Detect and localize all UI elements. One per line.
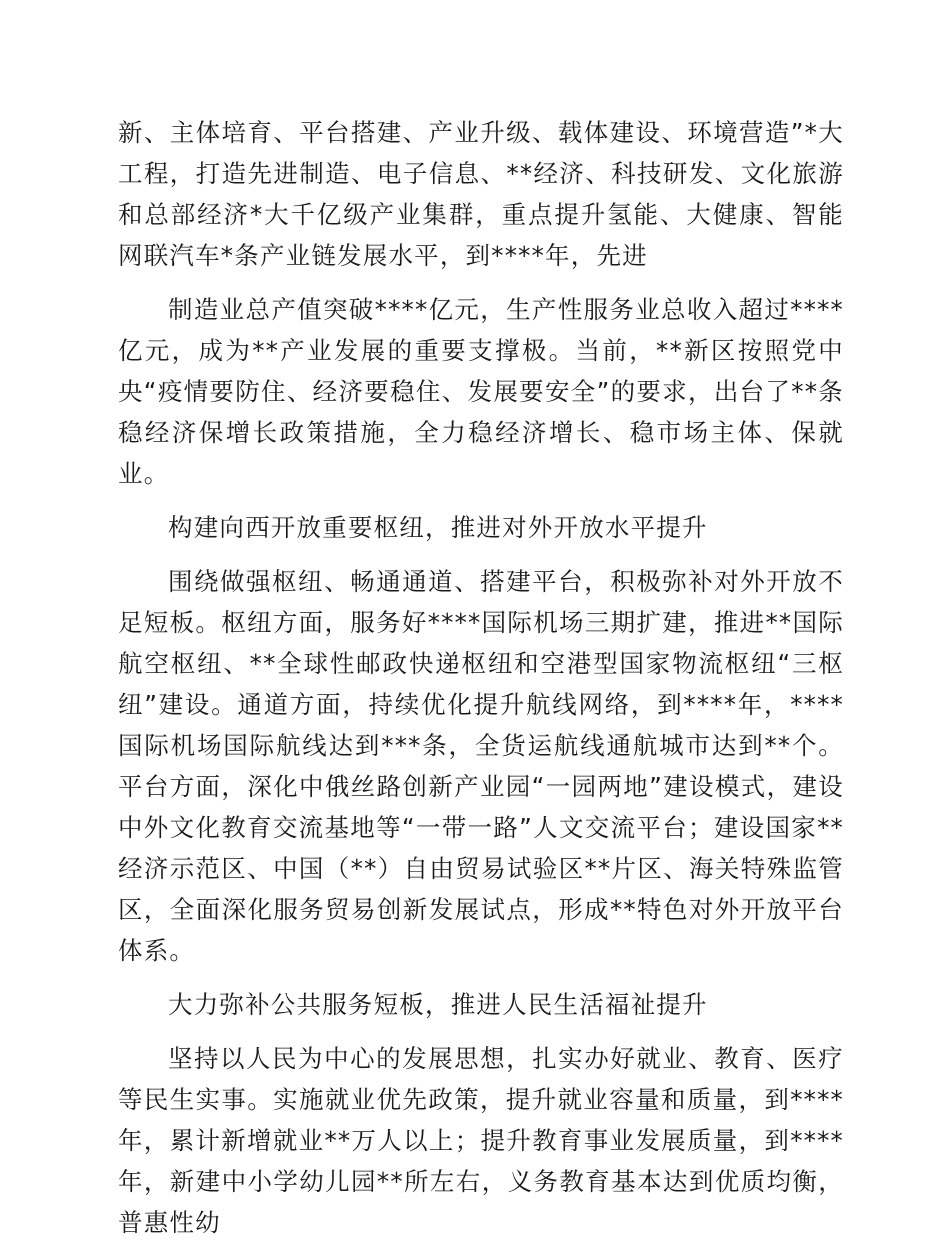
section-heading-opening-hub: 构建向西开放重要枢纽，推进对外开放水平提升 (168, 513, 708, 542)
paragraph-people-livelihood: 坚持以人民为中心的发展思想，扎实办好就业、教育、医疗等民生实事。实施就业优先政策，提升就业容量和质量，到****年，累计新增就业**万人以上；提升教育事业发展质量，到****年，新建中小学幼儿园**所左右，义务教育基本达到优质均衡，普惠性幼 (118, 1044, 844, 1237)
paragraph-industry-continuation: 新、主体培育、平台搭建、产业升级、载体建设、环境营造”*大工程，打造先进制造、电子信息、**经济、科技研发、文化旅游和总部经济*大千亿级产业集群，重点提升氢能、大健康、智能网联汽车*条产业链发展水平，到****年，先进 (118, 118, 844, 270)
document-page (118, 112, 844, 1256)
section-heading-public-services: 大力弥补公共服务短板，推进人民生活福祉提升 (168, 990, 708, 1019)
paragraph-manufacturing-output: 制造业总产值突破****亿元，生产性服务业总收入超过****亿元，成为**产业发展的重要支撑极。当前，**新区按照党中央“疫情要防住、经济要稳住、发展要安全”的要求，出台了**条稳经济保增长政策措施，全力稳经济增长、稳市场主体、保就业。 (118, 295, 844, 488)
paragraph-hub-channel-platform: 围绕做强枢纽、畅通通道、搭建平台，积极弥补对外开放不足短板。枢纽方面，服务好****国际机场三期扩建，推进**国际航空枢纽、**全球性邮政快递枢纽和空港型国家物流枢纽“三枢纽”建设。通道方面，持续优化提升航线网络，到****年，****国际机场国际航线达到***条，全货运航线通航城市达到**个。平台方面，深化中俄丝路创新产业园“一园两地”建设模式，建设中外文化教育交流基地等“一带一路”人文交流平台；建设国家**经济示范区、中国（**）自由贸易试验区**片区、海关特殊监管区，全面深化服务贸易创新发展试点，形成**特色对外开放平台体系。 (118, 567, 844, 965)
